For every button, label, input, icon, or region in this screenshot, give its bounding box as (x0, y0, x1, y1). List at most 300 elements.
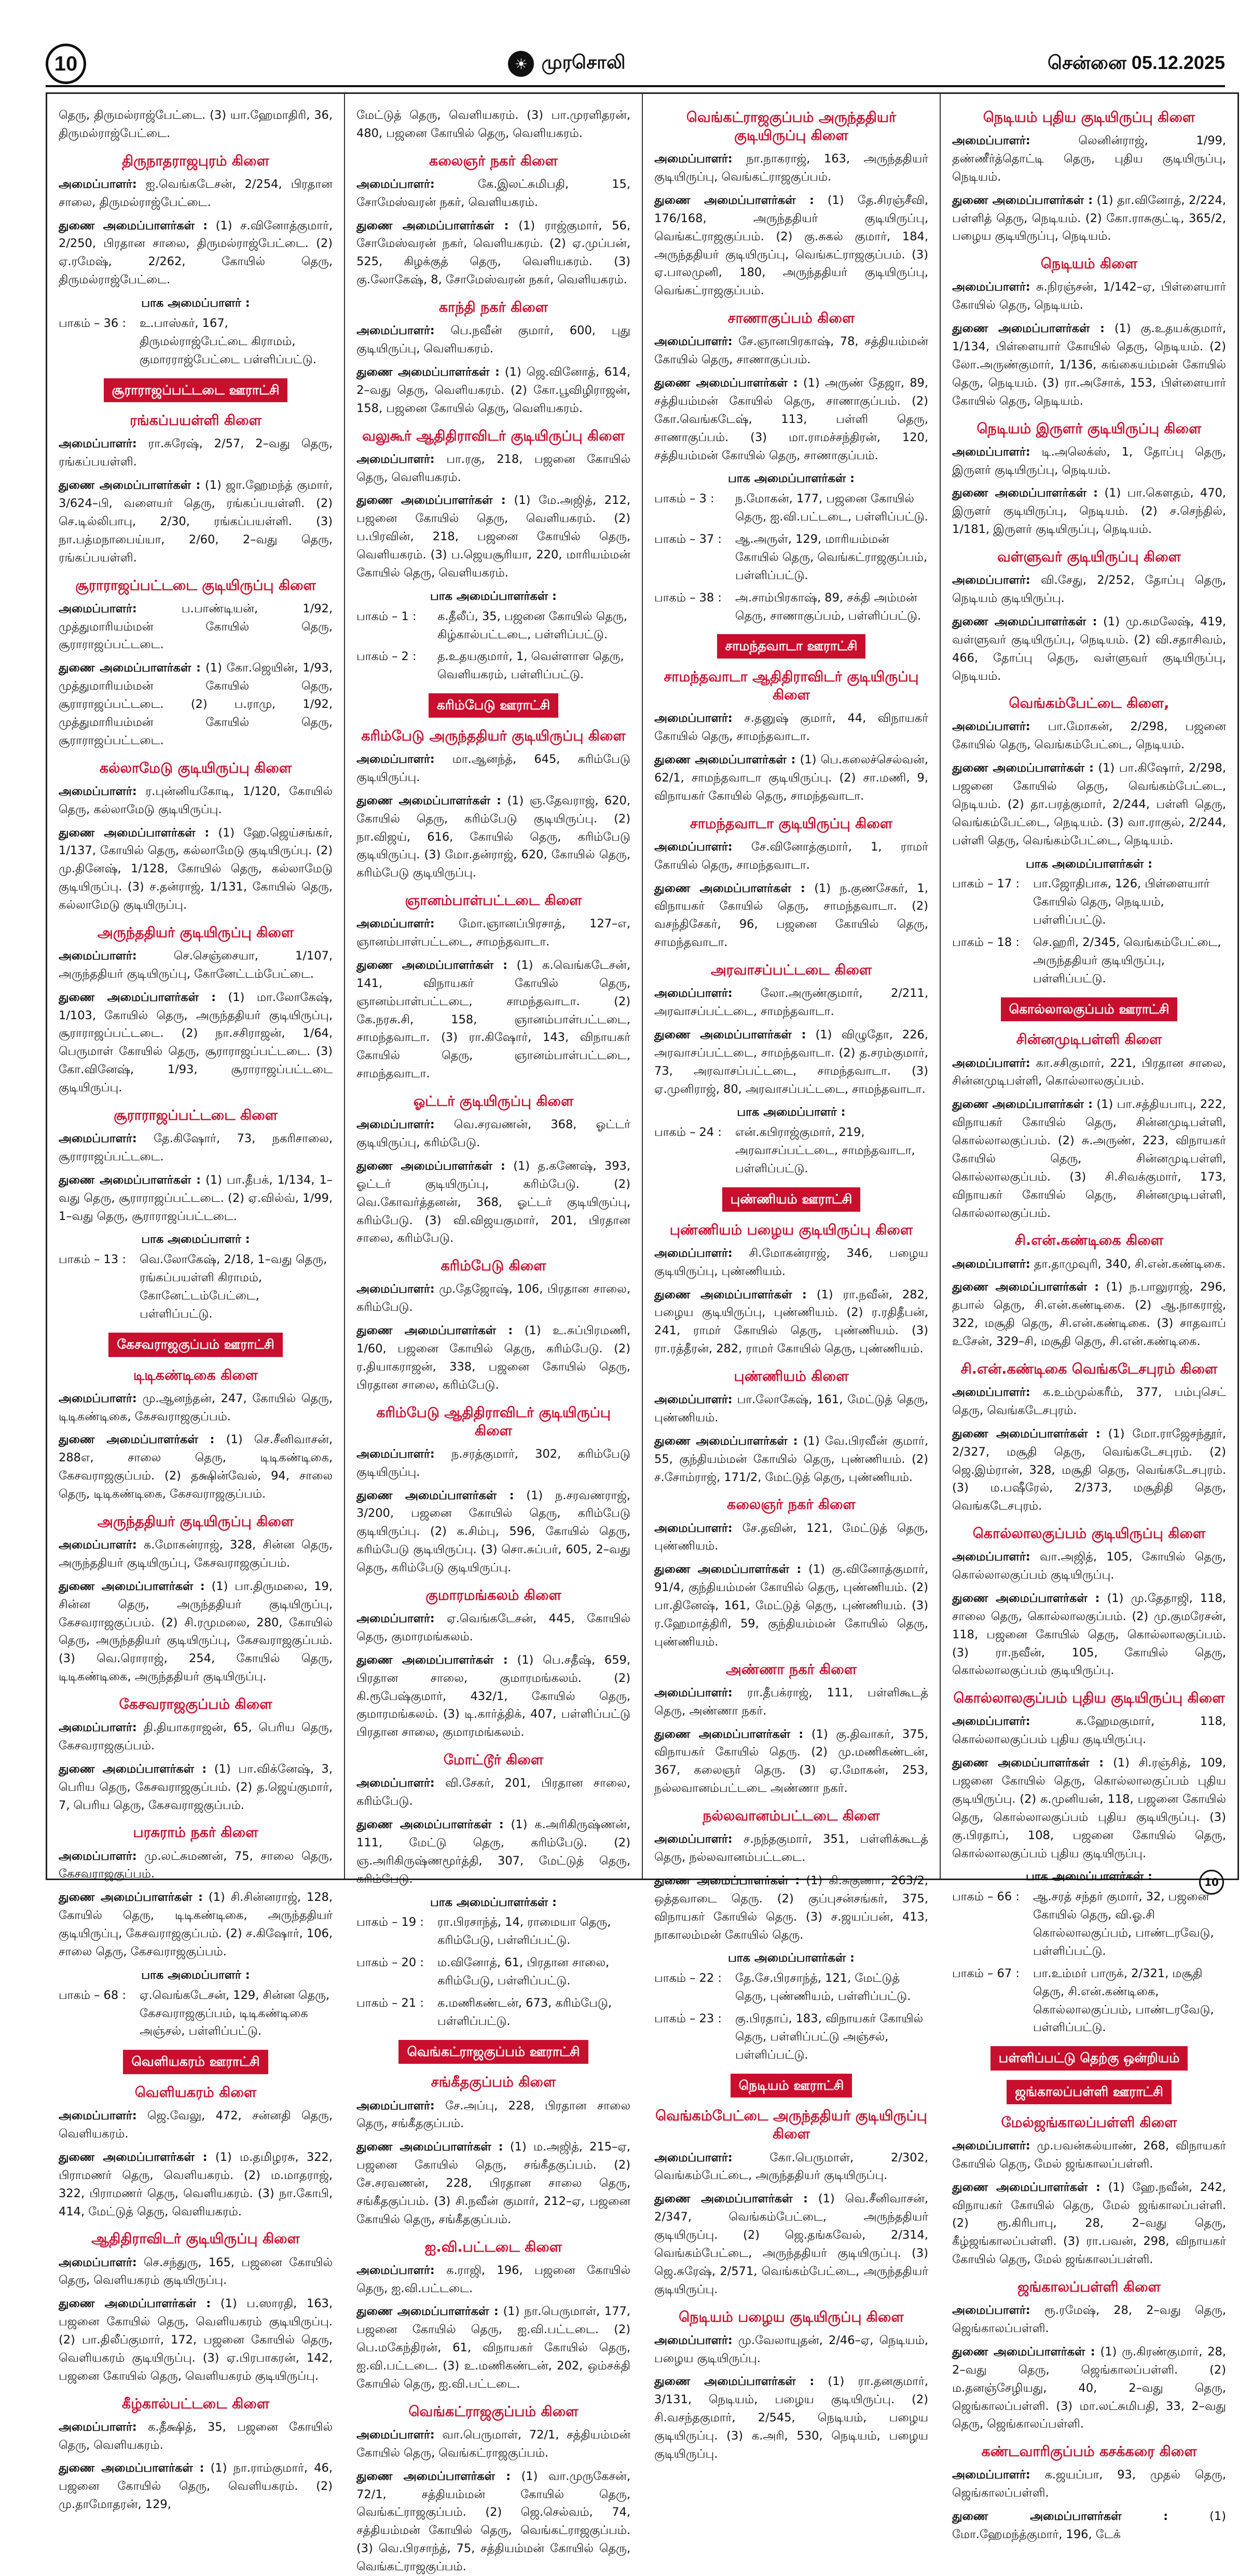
role-label: துணை அமைப்பாளர்கள் : (356, 958, 508, 972)
entry-text: (1) நா.ராம்குமார், 46, பஜனை கோயில் தெரு, வெளியகரம். (2) மு.தாமோதரன், 129, (59, 2461, 333, 2512)
entry-text: பா.மோகன், 2/298, பஜனை கோயில் தெரு, வெங்கம்பேட்டை, நெடியம். (952, 720, 1227, 752)
panchayat-banner: கரிம்பேடு ஊராட்சி (429, 693, 558, 718)
role-label: துணை அமைப்பாளர்கள் : (59, 1173, 201, 1187)
entry-paragraph (654, 880, 928, 952)
branch-heading: சூராராஜப்பட்டடை குடியிருப்பு கிளை (75, 577, 316, 594)
entry-text: (1) சி.ரஞ்சித், 109, பஜனை கோயில் தெரு, கொல்லாலகுப்பம் புதிய குடியிருப்பு. (2) க.முனியன், 118, பஜனை கோயில் தெரு, கொல்லாலகுப்பம் புதிய குடியிருப்பு. (3) கு.பிரதாப், 108, பஜனை கோயில் தெரு, கொல்லாலகுப்பம் புதிய குடியிருப்பு. (952, 1756, 1226, 1860)
booth-entry (952, 1965, 1226, 2037)
role-label: துணை அமைப்பாளர்கள் : (59, 1762, 207, 1776)
entry-text: (1) கோ.ஜெயின், 1/93, முத்துமாரியம்மன் கோயில் தெரு, சூராராஜப்பட்டடை. (2) ப.ராமு, 1/92, முத்துமாரியம்மன் கோயில் தெரு, சூராராஜப்பட்டடை. (59, 661, 333, 747)
entry-text: க.ராஜி, 196, பஜனை கோயில் தெரு, ஐ.வி.பட்டடை. (356, 2263, 630, 2295)
entry-paragraph (59, 1760, 333, 1815)
booth-entry (654, 589, 928, 625)
entry-paragraph (952, 191, 1226, 246)
entry-paragraph (356, 1116, 630, 1152)
role-label: துணை அமைப்பாளர்கள் : (59, 2297, 211, 2311)
entry-text: (1) ந.குணசேகர், 1, விநாயகர் கோயில் தெரு, சாமந்தவாடா. (2) வசந்திசேகர், 96, பஜனை கோயில் தெரு, சாமந்தவாடா. (654, 881, 928, 950)
entry-paragraph (654, 1391, 928, 1427)
entry-paragraph (654, 333, 928, 369)
role-label: துணை அமைப்பாளர்கள் : (356, 2469, 511, 2483)
entry-text: டி.அலெக்ஸ், 1, தோப்பு தெரு, இருளர் குடியிருப்பு, நெடியம். (952, 445, 1226, 477)
entry-paragraph (356, 363, 630, 418)
entry-paragraph (356, 2262, 630, 2298)
entry-text: க.தீக்ஷித், 35, பஜனை கோயில் தெரு, வெளியகரம். (59, 2420, 333, 2452)
entry-text: (1) தே.சிரஞ்சீவி, 176/168, அருந்ததியர் குடியிருப்பு, வெங்கட்ராஜகுப்பம். (2) கு.சுகல் குமார், 184, அருந்ததியர் குடியிருப்பு, வெங்கட்ராஜகுப்பம். (3) ஏ.பாலமுனி, 180, அருந்ததியர் குடியிருப்பு, வெங்கட்ராஜகுப்பம். (654, 193, 928, 298)
branch-heading: கரிம்பேடு கிளை (441, 1258, 546, 1275)
role-label: துணை அமைப்பாளர்கள் : (356, 1159, 505, 1173)
branch-heading: சின்னமுடிபள்ளி கிளை (1016, 1032, 1162, 1048)
branch-heading: சாமந்தவாடா ஆதிதிராவிடர் குடியிருப்பு கிளை (664, 669, 919, 704)
entry-paragraph (952, 1754, 1226, 1862)
booth-agent: அ.சாம்பிரகாஷ், 89, சக்தி அம்மன் தெரு, சாணாகுப்பம், பள்ளிப்பட்டு. (735, 591, 921, 623)
entry-text: சே.வினோத்குமார், 1, ராமர் கோயில் தெரு, சாமந்தவாடா. (654, 840, 929, 872)
entry-paragraph (356, 1157, 630, 1248)
role-label: அமைப்பாளர்: (952, 445, 1030, 459)
role-label: அமைப்பாளர்: (59, 2420, 137, 2434)
entry-text: ஏ.வெங்கடேசன், 445, கோயில் தெரு, குமாரமங்கலம். (356, 1612, 631, 1643)
entry-paragraph (59, 1578, 333, 1686)
entry-text: (1) க.அரிகிருஷ்ணன், 111, மேட்டு தெரு, கரிம்பேடு. (2) ஞ.அரிகிருஷ்ணமூர்த்தி, 307, மேட்டுத் தெரு, கரிம்பேடு. (356, 1818, 630, 1886)
booth-entry (952, 875, 1226, 929)
entry-text: சே.தவின், 121, மேட்டுத் தெரு, புண்ணியம். (654, 1521, 928, 1553)
entry-paragraph (654, 984, 928, 1021)
entry-paragraph (654, 2373, 928, 2463)
branch-heading: நெடியம் கிளை (1040, 256, 1138, 272)
entry-paragraph (654, 2149, 928, 2185)
entry-paragraph (952, 759, 1226, 849)
role-label: அமைப்பாளர்: (654, 1246, 733, 1260)
entry-paragraph (654, 191, 928, 300)
entry-paragraph (952, 1590, 1226, 1680)
booth-agent: ஆ.அருள், 129, மாரியம்மன் கோயில் தெரு, வெங்கட்ராஜகுப்பம், பள்ளிப்பட்டு. (735, 532, 928, 582)
branch-heading: ஐ.வி.பட்டடை கிளை (424, 2239, 562, 2255)
entry-paragraph (654, 1026, 928, 1099)
panchayat-banner: நெடியம் ஊராட்சி (731, 2074, 852, 2098)
booth-entry (356, 648, 630, 684)
entry-text: (1) விழுதோ, 226, அரவாசப்பட்டடை, சாமந்தவாடா. (2) த.சரம்குமார், 73, அரவாசப்பட்டடை, சாமந்தவாடா. (3) ஏ.முனிராஜ், 80, அரவாசப்பட்டடை, சாமந்தவாடா. (654, 1027, 928, 1096)
entry-text: (1) பெ.கலைச்செல்வன், 62/1, சாமந்தவாடா குடியிருப்பு. (2) சா.மணி, 9, விநாயகர் கோயில் தெரு, சாமந்தவாடா. (654, 753, 928, 803)
entry-paragraph (952, 613, 1226, 686)
booth-number: பாகம் – 66 : (952, 1890, 1020, 1904)
entry-text: (1) ச.வினோத்குமார், 2/250, பிரதான சாலை, திருமல்ராஜ்பேட்டை. (2) ஏ.ரமேஷ், 2/262, கோயில் தெரு, திருமல்ராஜ்பேட்டை. (59, 218, 333, 287)
page-number-badge: 10 (46, 44, 86, 84)
role-label: துணை அமைப்பாளர்கள் : (356, 1324, 513, 1338)
role-label: அமைப்பாளர்: (356, 2099, 435, 2113)
entry-paragraph (952, 2301, 1226, 2338)
panchayat-banner: கொல்லாலகுப்பம் ஊராட்சி (1001, 997, 1178, 1022)
entry-text: பெ.நவீன் குமார், 600, புது குடியிருப்பு, வெளியகரம். (356, 324, 630, 356)
branch-heading: ஞானம்பாள்பட்டடை கிளை (405, 893, 582, 909)
role-label: துணை அமைப்பாளர்கள் : (654, 1727, 804, 1741)
section-subheading: பாக அமைப்பாளர்கள் : (728, 472, 855, 486)
branch-heading: வெங்கம்பேட்டை அருந்ததியர் குடியிருப்பு கிளை (655, 2108, 927, 2143)
folio-page-number: 10 (1199, 1870, 1224, 1895)
entry-paragraph (952, 2178, 1226, 2269)
section-subheading: பாக அமைப்பாளர் : (141, 1232, 250, 1246)
booth-agent: வெ.லோகேஷ், 2/18, 1–வது தெரு, ரங்கப்பயள்ளி கிராமம், கோனேட்டம்பேட்டை, பள்ளிப்பட்டு. (140, 1253, 327, 1321)
branch-heading: நல்லவானம்பட்டடை கிளை (703, 1808, 880, 1825)
branch-heading: கீழ்கால்பட்டடை கிளை (121, 2395, 270, 2412)
entry-paragraph (356, 450, 630, 487)
entry-paragraph (654, 2332, 928, 2368)
section-subheading: பாக அமைப்பாளர்கள் : (430, 1895, 557, 1909)
booth-entry (59, 1986, 333, 2041)
entry-text: கோ.பெருமாள், 2/302, வெங்கம்பேட்டை, அருந்ததியர் குடியிருப்பு. (654, 2150, 929, 2183)
booth-entry (59, 1251, 333, 1323)
entry-paragraph (59, 2418, 333, 2455)
role-label: துணை அமைப்பாளர்கள் : (356, 793, 502, 807)
entry-text: கா.சசிகுமார், 221, பிரதான சாலை, சின்னமுடிபள்ளி, கொல்லாலகுப்பம். (952, 1056, 1226, 1088)
entry-text: ஐ.வெங்கடேசன், 2/254, பிரதான சாலை, திருமல்ராஜ்பேட்டை. (59, 177, 333, 209)
booth-number: பாகம் – 19 : (356, 1915, 424, 1929)
branch-heading: திருநாதராஜபுரம் கிளை (122, 153, 269, 169)
panchayat-banner: பள்ளிப்பட்டு தெற்கு ஒன்றியம் (990, 2046, 1188, 2071)
role-label: அமைப்பாளர்: (952, 1715, 1030, 1729)
entry-paragraph (59, 600, 333, 654)
entry-text: செ.செஞ்சையா, 1/107, அருந்ததியர் குடியிருப்பு, கோனேட்டம்பேட்டை. (59, 949, 333, 981)
role-label: அமைப்பாளர்: (356, 1612, 435, 1626)
entry-text: (1) மோ.ஹேமந்த்குமார், 196, டேக் (952, 2510, 1226, 2541)
role-label: துணை அமைப்பாளர்கள் : (952, 2180, 1100, 2194)
entry-text: (1) ம.தமிழரசு, 322, பிராமணர் தெரு, வெளியகரம். (2) ம.மாதராஜ், 322, பிராமணர் தெரு, வெளியகரம். (3) நா.கோபி, 414, மேட்டுத் தெரு, வெளியகரம். (59, 2150, 333, 2218)
entry-paragraph (59, 1390, 333, 1426)
entry-text: க.ஹேமகுமார், 118, கொல்லாலகுப்பம் புதிய குடியிருப்பு. (952, 1715, 1226, 1747)
section-subheading: பாக அமைப்பாளர்கள் : (1026, 1870, 1152, 1884)
entry-text: (1) ஞ.தேவராஜ், 620, கோயில் தெரு, கரிம்பேடு குடியிருப்பு. (2) நா.விஜய், 616, கோயில் தெரு, கரிம்பேடு குடியிருப்பு. (3) மோ.தன்ராஜ், 620, கோயில் தெரு, கரிம்பேடு குடியிருப்பு. (356, 793, 631, 880)
entry-text: மா.ஆனந்த், 645, கரிம்பேடு குடியிருப்பு. (356, 752, 630, 784)
entry-text: பா.லோகேஷ், 161, மேட்டுத் தெரு, புண்ணியம். (654, 1393, 928, 1424)
role-label: அமைப்பாளர்: (59, 1721, 137, 1735)
entry-text: சே.ஞானபிரகாஷ், 78, சத்தியம்மன் கோயில் தெரு, சாணாகுப்பம். (654, 335, 928, 367)
entry-paragraph (59, 659, 333, 749)
entry-text: சி.மோகன்ராஜ், 346, பழைய குடியிருப்பு, புண்ணியம். (654, 1246, 929, 1278)
booth-entry (654, 2010, 928, 2064)
entry-paragraph (59, 1847, 333, 1884)
entry-paragraph (59, 1888, 333, 1961)
branch-heading: கொல்லாலகுப்பம் குடியிருப்பு கிளை (972, 1526, 1206, 1542)
entry-paragraph (654, 2190, 928, 2298)
branch-heading: நெடியம் இருளர் குடியிருப்பு கிளை (976, 420, 1202, 437)
entry-paragraph (654, 1684, 928, 1720)
booth-entry (952, 934, 1226, 988)
branch-heading: மேல்ஜங்காலப்பள்ளி கிளை (1001, 2114, 1177, 2131)
entry-text: (1) பா.விக்னேஷ், 3, பெரிய தெரு, கேசவராஜகுப்பம். (2) த.ஜெய்குமார், 7, பெரிய தெரு, கேசவராஜகுப்பம். (59, 1762, 333, 1812)
entry-paragraph (952, 2343, 1226, 2433)
entry-text: (1) செ.சீனிவாசன், 288எ, சாலை தெரு, டிடிகண்டிகை, கேசவராஜகுப்பம். (2) தக்ஷின்வேல், 94, சாலை தெரு, டிடிகண்டிகை, கேசவராஜகுப்பம். (59, 1433, 333, 1501)
branch-heading: சாமந்தவாடா குடியிருப்பு கிளை (690, 815, 893, 832)
entry-paragraph (356, 175, 630, 212)
entry-text: மேட்டுத் தெரு, வெளியகரம். (3) பா.முரளிதரன், 480, பஜனை கோயில் தெரு, வெளியகரம். (356, 108, 630, 140)
role-label: அமைப்பாளர்: (654, 2333, 733, 2347)
entry-paragraph (952, 718, 1226, 754)
content-frame (46, 92, 1239, 2574)
booth-number: பாகம் – 22 : (654, 1971, 722, 1985)
brand (508, 51, 625, 77)
role-label: துணை அமைப்பாளர்கள் : (952, 761, 1094, 775)
role-label: அமைப்பாளர்: (356, 1776, 435, 1790)
entry-text: வி.சேது, 2/252, தோப்பு தெரு, நெடியம் குடியிருப்பு. (952, 573, 1227, 605)
role-label: துணை அமைப்பாளர்கள் : (59, 478, 201, 492)
entry-text: மோ.ஞானப்பிரசாத், 127–எ, ஞானம்பாள்பட்டடை, சாமந்தவாடா. (356, 917, 630, 949)
entry-text: ச.நந்தகுமார், 351, பள்ளிக்கூடத் தெரு, நல்லவானம்பட்டடை. (654, 1832, 928, 1864)
booth-entry (952, 1888, 1226, 1961)
entry-paragraph (654, 150, 928, 186)
entry-text: சே.அப்பு, 228, பிரதான சாலை தெரு, சங்கீதகுப்பம். (356, 2099, 631, 2131)
role-label: துணை அமைப்பாளர்கள் : (356, 2305, 499, 2319)
role-label: அமைப்பாளர்: (654, 152, 733, 166)
entry-text: மு.ஆனந்தன், 247, கோயில் தெரு, டிடிகண்டிகை, கேசவராஜகுப்பம். (59, 1391, 333, 1423)
entry-paragraph (356, 1816, 630, 1888)
entry-text: (1) ஹே.நவீன், 242, விநாயகர் கோயில் தெரு, மேல் ஜங்காலப்பள்ளி. (2) ரூ.கிரிபாபு, 28, 2–வது தெரு, கீழ்ஜங்காலப்பள்ளி. (3) ரா.பவன், 298, விநாயகர் கோயில் தெரு, மேல் ஜங்காலப்பள்ளி. (952, 2180, 1227, 2267)
role-label: துணை அமைப்பாளர்கள் : (952, 1280, 1099, 1294)
entry-text: (1) அருண் தேஜா, 89, சத்தியம்மன் கோயில் தெரு, சாணாகுப்பம். (2) கோ.வெங்கடேஷ், 113, பள்ளி தெரு, சாணாகுப்பம். (3) மா.ராமச்சந்திரன், 120, சத்தியம்மன் கோயில் தெரு, சாணாகுப்பம். (654, 376, 928, 462)
role-label: அமைப்பாளர்: (952, 1386, 1030, 1399)
booth-number: பாகம் – 24 : (654, 1126, 722, 1140)
entry-text: (1) மா.லோகேஷ், 1/103, கோயில் தெரு, அருந்ததியர் குடியிருப்பு, சூராராஜப்பட்டடை. (2) நா.சசிராஜன், 1/64, பெருமாள் கோயில் தெரு, சூராராஜப்பட்டடை. (3) கோ.வினேஷ், 1/93, சூராராஜப்பட்டடை குடியிருப்பு. (59, 990, 333, 1095)
entry-paragraph (356, 1651, 630, 1742)
branch-heading: ஆதிதிராவிடர் குடியிருப்பு கிளை (91, 2231, 300, 2248)
entry-text: செ.சந்துரு, 165, பஜனை கோயில் தெரு, வெளியகரம் குடியிருப்பு. (59, 2255, 333, 2287)
role-label: அமைப்பாளர்: (59, 949, 137, 963)
entry-text: (1) மே.அஜித், 212, பஜனை கோயில் தெரு, வெளியகரம். (2) ப.பிரவின், 218, பஜனை கோயில் தெரு, வெளியகரம். (3) ப.ஜெயசூரியா, 220, மாரியம்மன் கோயில் தெரு, வெளியகரம். (356, 494, 630, 580)
role-label: அமைப்பாளர்: (654, 986, 733, 1001)
role-label: அமைப்பாளர்: (952, 134, 1030, 148)
entry-text: (1) மோ.ராஜேசந்தூர், 2/327, மசூதி தெரு, வெங்கடேசபுரம். (2) ஜெ.இம்ரான், 328, மசூதி தெரு, வெங்கடேசபுரம். (3) ம.பஷீரேல், 2/373, மசூதிதி தெரு, வெங்கடேசபுரம். (952, 1427, 1227, 1513)
role-label: அமைப்பாளர்: (654, 1832, 733, 1846)
entry-paragraph (952, 571, 1226, 608)
role-label: துணை அமைப்பாளர்கள் : (654, 753, 796, 767)
role-label: துணை அமைப்பாளர்கள் : (59, 1890, 203, 1904)
entry-paragraph (952, 484, 1226, 539)
column-1 (47, 94, 345, 2512)
entry-text: லெனின்ராஜ், 1/99, தண்ணீர்த்தொட்டி தெரு, புதிய குடியிருப்பு, நெடியம். (952, 134, 1226, 184)
booth-agent: ம.வினோத், 61, பிரதான சாலை, கரிம்பேடு, பள்ளிப்பட்டு. (437, 1956, 610, 1988)
entry-text: (1) மு.கமலேஷ், 419, வள்ளுவர் குடியிருப்பு, நெடியம். (2) வி.சதாசிவம், 466, தோப்பு தெரு, வள்ளுவர் குடியிருப்பு, நெடியம். (952, 614, 1227, 683)
entry-text: வா.அஜித், 105, கோயில் தெரு, கொல்லாலகுப்பம் குடியிருப்பு. (952, 1550, 1226, 1582)
entry-text: (1) ந.சரவணராஜ், 3/200, பஜனை கோயில் தெரு, கரிம்பேடு குடியிருப்பு. (2) க.சிம்பு, 596, கோயில் தெரு, கரிம்பேடு குடியிருப்பு. (3) சொ.சுப்பர், 605, 2–வது தெரு, கரிம்பேடு குடியிருப்பு. (356, 1488, 630, 1575)
panchayat-banner: சாமந்தவாடா ஊராட்சி (717, 634, 866, 659)
role-label: அமைப்பாளர்: (356, 752, 435, 766)
role-label: துணை அமைப்பாளர்கள் : (59, 2150, 208, 2164)
entry-paragraph (654, 1286, 928, 1359)
entry-text: நா.நாகராஜ், 163, அருந்ததியர் குடியிருப்பு, வெங்கட்ராஜகுப்பம். (654, 152, 928, 184)
booth-entry (654, 530, 928, 585)
dateline: சென்னை 05.12.2025 (1047, 51, 1225, 73)
entry-paragraph (952, 132, 1226, 186)
entry-text: மு.வேலாயுதன், 2/46–ஏ, நெடியம், பழைய குடியிருப்பு. (654, 2333, 928, 2365)
role-label: அமைப்பாளர்: (952, 280, 1030, 294)
role-label: அமைப்பாளர்: (952, 1257, 1030, 1271)
entry-paragraph (654, 1519, 928, 1556)
branch-heading: சி.என்.கண்டிகை கிளை (1014, 1232, 1164, 1249)
entry-paragraph (654, 374, 928, 464)
entry-text: (1) பெ.சதீஷ், 659, பிரதான சாலை, குமாரமங்கலம். (2) கி.ரூபேஷ்குமார், 432/1, கோயில் தெரு, குமாரமங்கலம். (3) டி.கார்த்திக், 407, பள்ளிப்பட்டு பிரதான சாலை, குமாரமங்கலம். (356, 1653, 630, 1739)
entry-paragraph (59, 2148, 333, 2221)
entry-paragraph (356, 750, 630, 787)
role-label: துணை அமைப்பாளர்கள் : (952, 2345, 1095, 2359)
booth-agent: உ.பாஸ்கர், 167, திருமல்ராஜ்பேட்டை கிராமம், குமாரராஜ்பேட்டை பள்ளிப்பட்டு. (140, 316, 317, 366)
column-3 (643, 94, 941, 2461)
role-label: அமைப்பாளர்: (952, 1550, 1030, 1564)
entry-text: (1) பா.கௌதம், 470, இருளர் குடியிருப்பு, நெடியம். (2) ச.செந்தில், 1/181, இருளர் குடியிருப்பு, நெடியம். (952, 486, 1227, 537)
booth-agent: க.மணிகண்டன், 673, கரிம்பேடு, பள்ளிப்பட்டு. (437, 1996, 612, 2028)
role-label: துணை அமைப்பாளர்கள் : (952, 1756, 1104, 1770)
role-label: துணை அமைப்பாளர்கள் : (952, 193, 1093, 207)
entry-paragraph (654, 751, 928, 805)
booth-number: பாகம் – 3 : (654, 492, 714, 506)
role-label: அமைப்பாளர்: (356, 2428, 435, 2442)
entry-text: தா.தாமுவுரி, 340, சி.என்.கண்டிகை. (1034, 1257, 1226, 1271)
entry-paragraph (59, 2107, 333, 2143)
booth-number: பாகம் – 17 : (952, 877, 1020, 891)
role-label: துணை அமைப்பாளர்கள் : (952, 1591, 1100, 1605)
role-label: துணை அமைப்பாளர்கள் : (654, 2375, 815, 2389)
branch-heading: பரசுராம் நகர் கிளை (133, 1825, 258, 1841)
role-label: அமைப்பாளர்: (952, 2468, 1030, 2482)
branch-heading: அரவாசப்பட்டடை கிளை (710, 962, 872, 979)
booth-agent: என்.கபிராஜ்குமார், 219, அரவாசப்பட்டடை, சாமந்தவாடா, பள்ளிப்பட்டு. (735, 1126, 915, 1176)
entry-paragraph (59, 989, 333, 1097)
booth-number: பாகம் – 67 : (952, 1966, 1020, 1980)
entry-paragraph (59, 175, 333, 212)
section-subheading: பாக அமைப்பாளர்கள் : (1026, 857, 1152, 871)
entry-text: க.ஜயப்பா, 93, முதல் தெரு, ஜெங்காலப்பள்ளி. (952, 2468, 1226, 2500)
role-label: துணை அமைப்பாளர்கள் : (59, 826, 210, 840)
entry-text: (1) பா.கிஷோர், 2/298, பஜனை கோயில் தெரு, வெங்கம்பேட்டை, நெடியம். (2) தா.பரத்குமார், 2/244, பள்ளி தெரு, வெங்கம்பேட்டை, நெடியம். (3) வா.ராகுல், 2/244, பள்ளி தெரு, வெங்கம்பேட்டை, நெடியம். (952, 761, 1227, 847)
booth-number: பாகம் – 38 : (654, 591, 722, 605)
entry-paragraph (356, 2426, 630, 2462)
entry-paragraph (952, 1425, 1226, 1515)
entry-text: ரா.சுரேஷ், 2/57, 2–வது தெரு, ரங்கப்பயள்ளி. (59, 437, 333, 469)
branch-heading: கல்லாமேடு குடியிருப்பு கிளை (99, 760, 292, 776)
role-label: அமைப்பாளர்: (654, 2150, 733, 2164)
role-label: துணை அமைப்பாளர்கள் : (654, 1027, 806, 1042)
panchayat-banner: கேசவராஜகுப்பம் ஊராட்சி (108, 1333, 282, 1357)
entry-text: (1) க.வெங்கடேசன், 141, விநாயகர் கோயில் தெரு, ஞானம்பாள்பட்டடை, சாமந்தவாடா. (2) கே.நரசு.சி, 158, ஞானம்பாள்பட்டடை, சாமந்தவாடா. (3) ரா.கிஷோர், 143, விநாயகர் கோயில் தெரு, ஞானம்பாள்பட்டடை, சாமந்தவாடா. (356, 958, 630, 1081)
entry-text: தே.கிஷோர், 73, நகரிசாலை, சூராராஜப்பட்டடை. (59, 1132, 333, 1163)
entry-paragraph (952, 443, 1226, 479)
booth-entry (59, 314, 333, 369)
branch-heading: அருந்ததியர் குடியிருப்பு கிளை (97, 1513, 294, 1530)
role-label: அமைப்பாளர்: (654, 1686, 733, 1700)
entry-paragraph (59, 783, 333, 819)
branch-heading: டிடிகண்டிகை கிளை (133, 1367, 258, 1383)
entry-text: வி.சேகர், 201, பிரதான சாலை, கரிம்பேடு. (356, 1776, 630, 1808)
entry-paragraph (654, 1432, 928, 1487)
entry-text: பா.ரகு, 218, பஜனை கோயில் தெரு, வெளியகரம். (356, 452, 631, 484)
column-4 (941, 94, 1237, 2541)
branch-heading: காந்தி நகர் கிளை (438, 299, 548, 316)
entry-text: சு.நிரஞ்சன், 1/142–ஏ, பிள்ளையார் கோயில் தெரு, நெடியம். (952, 280, 1227, 312)
role-label: அமைப்பாளர்: (952, 2304, 1030, 2318)
entry-paragraph (59, 824, 333, 914)
role-label: துணை அமைப்பாளர்கள் : (654, 193, 814, 207)
section-subheading: பாக அமைப்பாளர் : (737, 1105, 846, 1119)
entry-paragraph (356, 2303, 630, 2393)
branch-heading: வெங்கட்ராஜகுப்பம் அருந்ததியர் குடியிருப்பு கிளை (686, 109, 897, 144)
branch-heading: சாணாகுப்பம் கிளை (727, 310, 855, 327)
entry-text: (1) ந.பாலுராஜ், 296, தபால் தெரு, சி.என்.கண்டிகை. (2) ஆ.நாகராஜ், 322, மசூதி தெரு, சி.என்.கண்டிகை. (3) சாதவாப் உசேன், 329–சி, மசூதி தெரு, சி.என்.கண்டிகை. (952, 1280, 1226, 1349)
booth-agent: ஆ.சரத் சந்தர் குமார், 32, பஜனை கோயில் தெரு, வி.ஓ.சி கொல்லாலகுப்பம், பாண்டரவேடு, பள்ளிப்பட்டு. (1033, 1890, 1214, 1958)
role-label: துணை அமைப்பாளர்கள் : (356, 218, 509, 232)
entry-paragraph (356, 915, 630, 951)
entry-text: (1) பா.திருமலை, 19, சின்ன தெரு, அருந்ததியர் குடியிருப்பு, கேசவராஜகுப்பம். (2) சி.ரமுமலை, 280, கோயில் தெரு, அருந்ததியர் குடியிருப்பு, கேசவராஜகுப்பம். (3) வெ.ரொராஜ், 254, கோயில் தெரு, டிடிகண்டிகை, அருந்ததியர் குடியிருப்பு. (59, 1579, 333, 1684)
entry-text: (1) ப.ஸாரதி, 163, பஜனை கோயில் தெரு, வெளியகரம் குடியிருப்பு. (2) பா.திலீப்குமார், 172, பஜனை கோயில் தெரு, வெளியகரம் குடியிருப்பு. (3) ஏ.பிரபாகரன், 142, பஜனை கோயில் தெரு, வெளியகரம் குடியிருப்பு. (59, 2297, 333, 2383)
entry-paragraph (59, 217, 333, 290)
role-label: துணை அமைப்பாளர்கள் : (952, 1098, 1093, 1112)
entry-text: ரா.தீபக்ராஜ், 111, பள்ளிகூடத் தெரு, அண்ணா நகர். (654, 1686, 929, 1718)
role-label: துணை அமைப்பாளர்கள் : (59, 990, 216, 1004)
branch-heading: ஜங்காலப்பள்ளி கிளை (1017, 2279, 1161, 2296)
entry-paragraph (952, 2137, 1226, 2173)
entry-text: மு.தேஜோஷ், 106, பிரதான சாலை, கரிம்பேடு. (356, 1282, 631, 1314)
booth-number: பாகம் – 2 : (356, 650, 417, 664)
role-label: அமைப்பாளர்: (59, 1538, 137, 1552)
role-label: துணை அமைப்பாளர்கள் : (356, 494, 506, 508)
entry-text: ரூ.ரமேஷ், 28, 2–வது தெரு, ஜெங்காலப்பள்ளி. (952, 2304, 1226, 2335)
booth-entry (356, 1913, 630, 1950)
entry-text: (1) த.கணேஷ், 393, ஓட்டர் குடியிருப்பு, கரிம்பேடு. (2) வெ.கோவர்த்தனன், 368, ஓட்டர் குடியிருப்பு, கரிம்பேடு. (3) வி.விஜயகுமார், 201, பிரதான சாலை, கரிம்பேடு. (356, 1159, 630, 1245)
entry-paragraph (356, 1774, 630, 1811)
role-label: அமைப்பாளர்: (356, 1282, 435, 1296)
entry-paragraph (59, 1171, 333, 1226)
role-label: துணை அமைப்பாளர்கள் : (356, 2140, 503, 2154)
entry-paragraph (952, 2466, 1226, 2502)
entry-paragraph (59, 2459, 333, 2514)
branch-heading: அண்ணா நகர் கிளை (725, 1661, 857, 1678)
branch-heading: புண்ணியம் பழைய குடியிருப்பு கிளை (669, 1222, 913, 1238)
entry-paragraph (952, 278, 1226, 314)
role-label: துணை அமைப்பாளர்கள் : (654, 376, 798, 390)
role-label: துணை அமைப்பாளர்கள் : (654, 881, 805, 895)
entry-paragraph (356, 1610, 630, 1646)
entry-text: (1) கி.சுகுணா, 263/2, ஒத்தவாடை தெரு. (2) குப்புசன்சங்கர், 375, விநாயகர் கோயில் தெரு. (3) ச.ஜயப்பன், 413, நாகாலம்மன் கோயில் தெரு. (654, 1873, 928, 1942)
booth-number: பாகம் – 20 : (356, 1956, 424, 1970)
section-subheading: பாக அமைப்பாளர் : (141, 296, 250, 310)
entry-text: க.உம்முல்கரீம், 377, பம்புசெட் தெரு, வெங்கடேசபுரம். (952, 1386, 1226, 1417)
booth-number: பாகம் – 68 : (59, 1988, 126, 2002)
entry-paragraph (952, 1255, 1226, 1273)
branch-heading: மோட்டூர் கிளை (443, 1752, 544, 1769)
entry-text: ச.தனுஷ் குமார், 44, விநாயகர் கோயில் தெரு, சாமந்தவாடா. (654, 711, 928, 744)
entry-text: க.மோகன்ராஜ், 328, சின்ன தெரு, அருந்ததியர் குடியிருப்பு, கேசவராஜகுப்பம். (59, 1538, 333, 1570)
booth-agent: கு.பிரதாப், 183, விநாயகர் கோயில் தெரு, பள்ளிப்பட்டு அஞ்சல், பள்ளிப்பட்டு. (735, 2012, 924, 2062)
section-subheading: பாக அமைப்பாளர்கள் : (430, 589, 557, 603)
branch-heading: கலைஞர் நகர் கிளை (429, 153, 558, 169)
entry-paragraph (952, 1712, 1226, 1749)
entry-paragraph (356, 491, 630, 582)
branch-heading: வள்ளுவர் குடியிருப்பு கிளை (997, 549, 1181, 566)
role-label: துணை அமைப்பாளர்கள் : (952, 486, 1098, 500)
entry-text: (1) சி.சின்னராஜ், 128, கோயில் தெரு, டிடிகண்டிகை, அருந்ததியர் குடியிருப்பு, கேசவராஜகுப்பம். (2) ச.கிஷோர், 106, சாலை தெரு, கேசவராஜகுப்பம். (59, 1890, 333, 1958)
role-label: அமைப்பாளர்: (654, 335, 733, 349)
role-label: அமைப்பாளர்: (654, 840, 733, 854)
entry-text: (1) ஜெ.வினோத், 614, 2–வது தெரு, வெளியகரம். (2) கோ.பூவிழிராஜன், 158, பஜனை கோயில் தெரு, வெளியகரம். (356, 365, 630, 415)
booth-number: பாகம் – 18 : (952, 936, 1020, 950)
entry-text: (1) வா.முருகேசன், 72/1, சத்தியம்மன் கோயில் தெரு, வெங்கட்ராஜகுப்பம். (2) ஜெ.செல்வம், 74, சத்தியம்மன் கோயில் தெரு, வெங்கட்ராஜகுப்பம். (3) வெ.பிரசாந்த், 75, சத்தியம்மன் கோயில் தெரு, வெங்கட்ராஜகுப்பம். (356, 2469, 630, 2574)
entry-paragraph (356, 792, 630, 882)
booth-agent: க.தீலீப், 35, பஜனை கோயில் தெரு, கிழ்கால்பட்டடை, பள்ளிப்பட்டு. (437, 609, 627, 641)
entry-text: தி.தியாகராஜன், 65, பெரிய தெரு, கேசவராஜகுப்பம். (59, 1721, 333, 1752)
role-label: அமைப்பாளர்: (654, 1393, 733, 1407)
booth-agent: செ.ஹரி, 2/345, வெங்கம்பேட்டை, அருந்ததியர் குடியிருப்பு, பள்ளிப்பட்டு. (1033, 936, 1221, 985)
booth-entry (356, 1994, 630, 2031)
booth-number: பாகம் – 1 : (356, 609, 417, 623)
branch-heading: சி.என்.கண்டிகை வெங்கடேசபுரம் கிளை (960, 1361, 1218, 1377)
section-subheading: பாக அமைப்பாளர்கள் : (728, 1951, 855, 1965)
entry-text: கே.இலட்சுமிபதி, 15, சோமேஸ்வரன் நகர், வெளியகரம். (356, 177, 630, 209)
panchayat-banner: ஜங்காலப்பள்ளி ஊராட்சி (1007, 2080, 1172, 2104)
